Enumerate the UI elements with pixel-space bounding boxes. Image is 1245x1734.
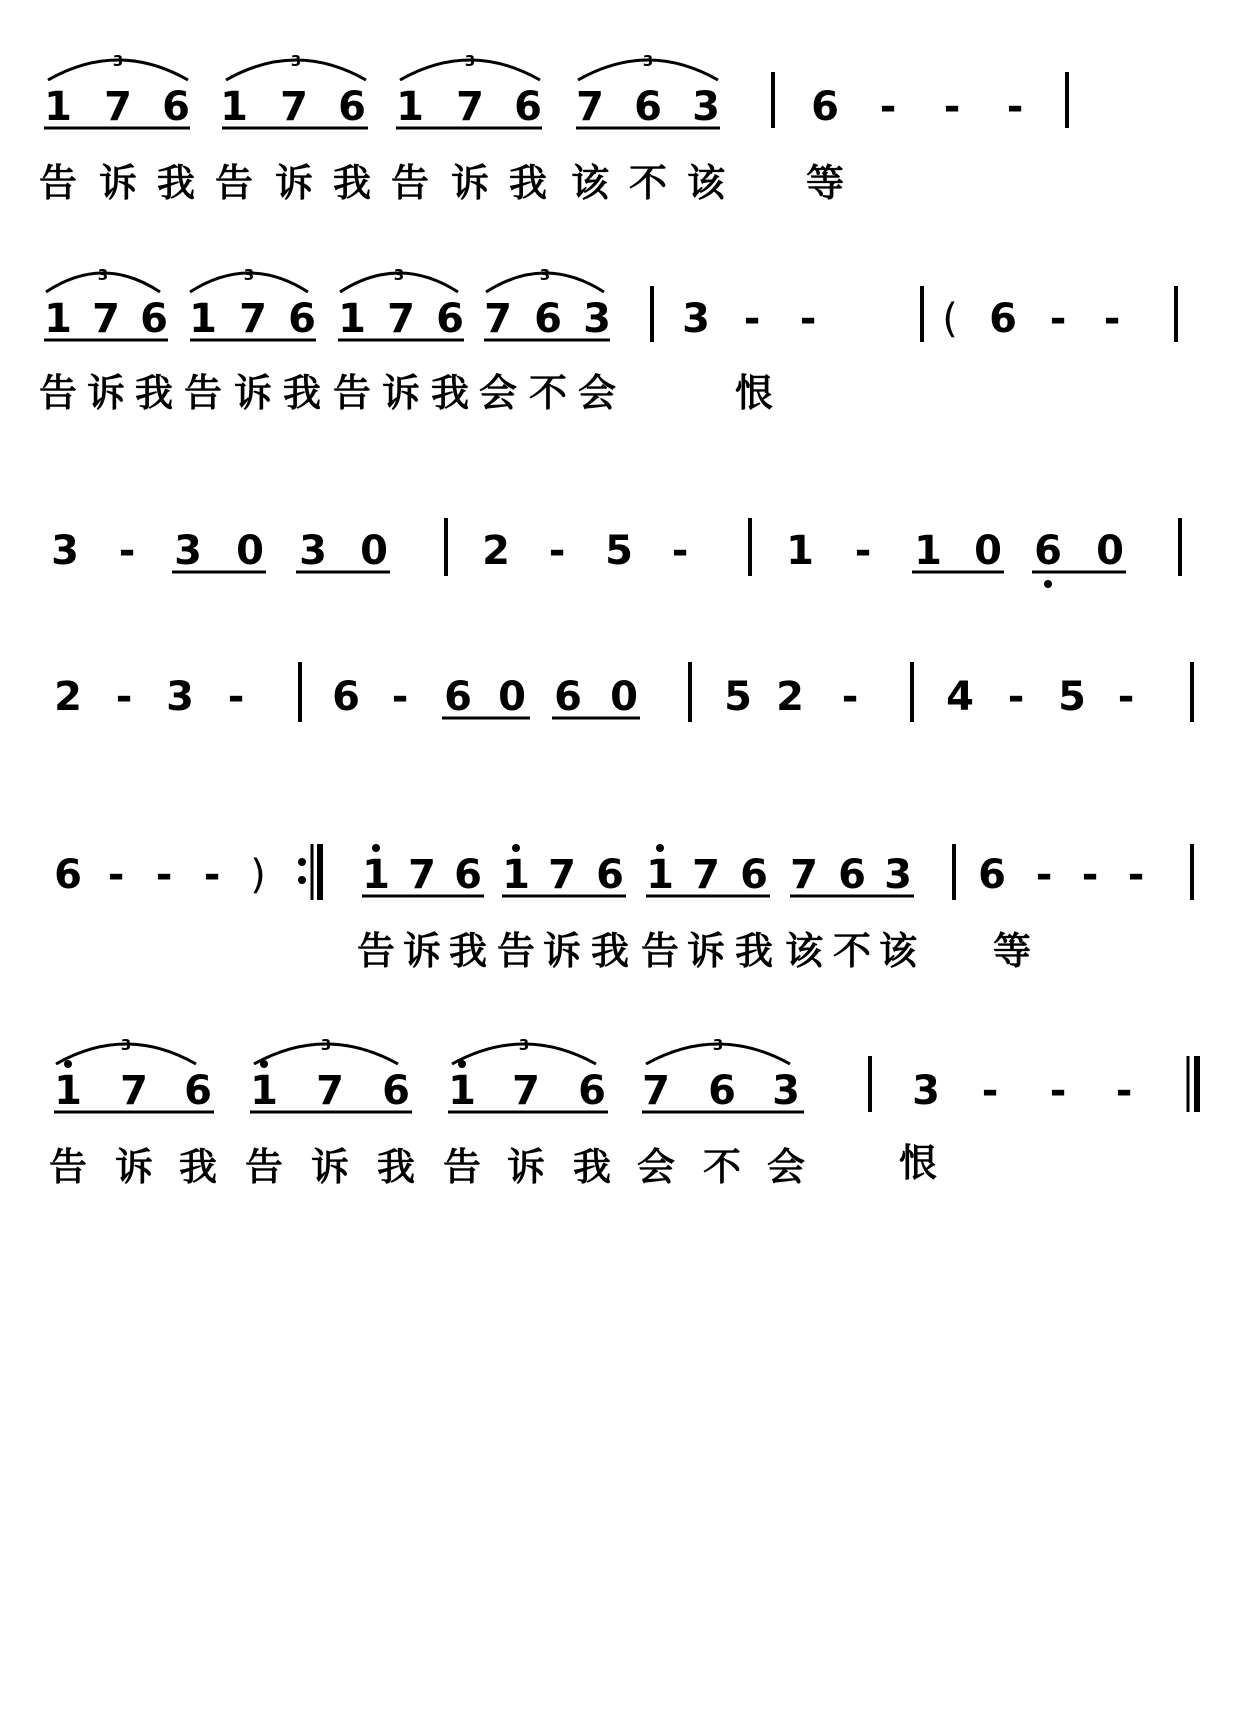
high-octave-dot: [64, 1060, 72, 1068]
high-octave-dot: [260, 1060, 268, 1068]
note: 7: [642, 1068, 670, 1114]
dash: -: [1103, 296, 1121, 342]
note: 6: [140, 296, 168, 342]
triplet-mark: 3: [290, 52, 302, 70]
note: 6: [514, 84, 542, 130]
note: 7: [120, 1068, 148, 1114]
note: 0: [498, 674, 526, 720]
lyric: 告: [356, 929, 396, 973]
note: 6: [382, 1068, 410, 1114]
note: 6: [554, 674, 582, 720]
lyric: 我: [430, 371, 470, 415]
note: 4: [946, 674, 974, 720]
note: 3: [166, 674, 194, 720]
note: 2: [482, 528, 510, 574]
note: 6: [838, 852, 866, 898]
note: 6: [162, 84, 190, 130]
note: 7: [576, 84, 604, 130]
note: 7: [408, 852, 436, 898]
score-line-4: [54, 662, 1192, 722]
triplet-mark: 3: [539, 266, 551, 284]
low-octave-dot: [1044, 580, 1052, 588]
note: 1: [786, 528, 814, 574]
lyric: 诉: [98, 161, 138, 205]
note: 1: [44, 296, 72, 342]
note: 1: [220, 84, 248, 130]
note: 1: [646, 852, 674, 898]
note: 3: [682, 296, 710, 342]
lyric: 诉: [381, 371, 421, 415]
note: 6: [978, 852, 1006, 898]
note: 0: [974, 528, 1002, 574]
lyric: 诉: [274, 161, 314, 205]
lyric: 诉: [686, 929, 726, 973]
note: 6: [811, 84, 839, 130]
dash: -: [118, 528, 136, 574]
score-line-3: [51, 518, 1180, 588]
lyric: 诉: [402, 929, 442, 973]
dash: -: [981, 1068, 999, 1114]
lyric: 诉: [233, 371, 273, 415]
note: 6: [454, 852, 482, 898]
lyric: 不: [702, 1145, 742, 1189]
lyric: 我: [134, 371, 174, 415]
note: 0: [1096, 528, 1124, 574]
note: 6: [444, 674, 472, 720]
dash: -: [799, 296, 817, 342]
dash: -: [1049, 296, 1067, 342]
note: 1: [914, 528, 942, 574]
lyric: 不: [832, 929, 872, 973]
lyric: 告: [640, 929, 680, 973]
lyric: 该: [686, 161, 726, 205]
dash: -: [879, 84, 897, 130]
note: 1: [54, 1068, 82, 1114]
lyric: 告: [48, 1145, 88, 1189]
note: 7: [456, 84, 484, 130]
score-line-1: [39, 52, 1067, 205]
lyric: 恨: [898, 1141, 938, 1185]
dash: -: [391, 674, 409, 720]
note: 3: [884, 852, 912, 898]
note: 3: [583, 296, 611, 342]
note: 6: [634, 84, 662, 130]
dash: -: [943, 84, 961, 130]
lyric: 诉: [506, 1145, 546, 1189]
note: 6: [436, 296, 464, 342]
note: 7: [239, 296, 267, 342]
lyric: 诉: [310, 1145, 350, 1189]
note: 1: [44, 84, 72, 130]
triplet-mark: 3: [642, 52, 654, 70]
note: 5: [1058, 674, 1086, 720]
lyric: 不: [528, 371, 568, 415]
dash: -: [1081, 852, 1099, 898]
score-line-2: [39, 266, 1176, 415]
lyric: 我: [282, 371, 322, 415]
note: 3: [174, 528, 202, 574]
lyric: 我: [178, 1145, 218, 1189]
dash: -: [107, 852, 125, 898]
note: 7: [484, 296, 512, 342]
note: 3: [51, 528, 79, 574]
lyric: 告: [38, 161, 78, 205]
lyric: 等: [992, 929, 1032, 973]
lyric: 诉: [542, 929, 582, 973]
lyric: 诉: [114, 1145, 154, 1189]
lyric: 诉: [86, 371, 126, 415]
dash: -: [1117, 674, 1135, 720]
lyric: 该: [878, 929, 918, 973]
note: 7: [92, 296, 120, 342]
dash: -: [1049, 1068, 1067, 1114]
dash: -: [743, 296, 761, 342]
repeat-end-barline: [298, 844, 320, 900]
triplet-mark: 3: [120, 1036, 132, 1054]
note: 7: [692, 852, 720, 898]
high-octave-dot: [656, 844, 664, 852]
dash: -: [548, 528, 566, 574]
lyric: 我: [156, 161, 196, 205]
lyric: 我: [508, 161, 548, 205]
note: 6: [989, 296, 1017, 342]
note: 6: [338, 84, 366, 130]
dash: -: [1127, 852, 1145, 898]
high-octave-dot: [372, 844, 380, 852]
note: 6: [578, 1068, 606, 1114]
lyric: 我: [376, 1145, 416, 1189]
lyric: 我: [572, 1145, 612, 1189]
note: 0: [360, 528, 388, 574]
note: 3: [299, 528, 327, 574]
note: 7: [280, 84, 308, 130]
note: 1: [448, 1068, 476, 1114]
dash: -: [227, 674, 245, 720]
dash: -: [1035, 852, 1053, 898]
note: 2: [54, 674, 82, 720]
lyric: 我: [332, 161, 372, 205]
note: 1: [396, 84, 424, 130]
lyric: 告: [183, 371, 223, 415]
dash: -: [1007, 674, 1025, 720]
note: 6: [54, 852, 82, 898]
lyric: 告: [442, 1145, 482, 1189]
score-line-6: [49, 1036, 1197, 1189]
triplet-mark: 3: [112, 52, 124, 70]
lyric: 恨: [734, 371, 774, 415]
note: 1: [362, 852, 390, 898]
note: 6: [740, 852, 768, 898]
note: 2: [776, 674, 804, 720]
triplet-mark: 3: [320, 1036, 332, 1054]
lyric: 告: [496, 929, 536, 973]
lyric: 诉: [450, 161, 490, 205]
dash: -: [671, 528, 689, 574]
dash: -: [841, 674, 859, 720]
note: 5: [724, 674, 752, 720]
lyric: 告: [390, 161, 430, 205]
triplet-mark: 3: [97, 266, 109, 284]
lyric: 会: [636, 1145, 676, 1189]
note: 1: [189, 296, 217, 342]
dash: -: [1115, 1068, 1133, 1114]
dash: -: [155, 852, 173, 898]
note: 3: [912, 1068, 940, 1114]
note: 7: [104, 84, 132, 130]
high-octave-dot: [458, 1060, 466, 1068]
triplet-mark: 3: [393, 266, 405, 284]
triplet-mark: 3: [518, 1036, 530, 1054]
high-octave-dot: [512, 844, 520, 852]
note: 6: [288, 296, 316, 342]
note: 3: [772, 1068, 800, 1114]
lyric: 我: [448, 929, 488, 973]
note: 6: [332, 674, 360, 720]
note: 7: [387, 296, 415, 342]
lyric: 告: [244, 1145, 284, 1189]
lyric: 不: [628, 161, 668, 205]
note: 6: [596, 852, 624, 898]
dash: -: [1006, 84, 1024, 130]
note: 1: [502, 852, 530, 898]
lyric: 我: [590, 929, 630, 973]
note: 3: [692, 84, 720, 130]
note: 7: [548, 852, 576, 898]
note: 7: [316, 1068, 344, 1114]
lyric: 告: [332, 371, 372, 415]
note: 6: [534, 296, 562, 342]
lyric: 会: [766, 1145, 806, 1189]
note: 6: [1034, 528, 1062, 574]
close-paren: ): [250, 852, 266, 898]
dash: -: [203, 852, 221, 898]
note: 7: [790, 852, 818, 898]
dash: -: [854, 528, 872, 574]
triplet-mark: 3: [243, 266, 255, 284]
note: 0: [610, 674, 638, 720]
lyric: 告: [214, 161, 254, 205]
dash: -: [115, 674, 133, 720]
lyric: 告: [38, 371, 78, 415]
note: 7: [512, 1068, 540, 1114]
triplet-mark: 3: [464, 52, 476, 70]
score-line-5: [54, 844, 1192, 973]
lyric: 该: [784, 929, 824, 973]
note: 6: [708, 1068, 736, 1114]
triplet-mark: 3: [712, 1036, 724, 1054]
note: 6: [184, 1068, 212, 1114]
lyric: 我: [734, 929, 774, 973]
note: 1: [250, 1068, 278, 1114]
lyric: 等: [805, 161, 845, 205]
open-paren: (: [942, 296, 958, 342]
note: 5: [605, 528, 633, 574]
lyric: 该: [570, 161, 610, 205]
final-barline: [1188, 1056, 1197, 1112]
note: 1: [338, 296, 366, 342]
note: 0: [236, 528, 264, 574]
lyric: 会: [577, 371, 617, 415]
lyric: 会: [478, 371, 518, 415]
